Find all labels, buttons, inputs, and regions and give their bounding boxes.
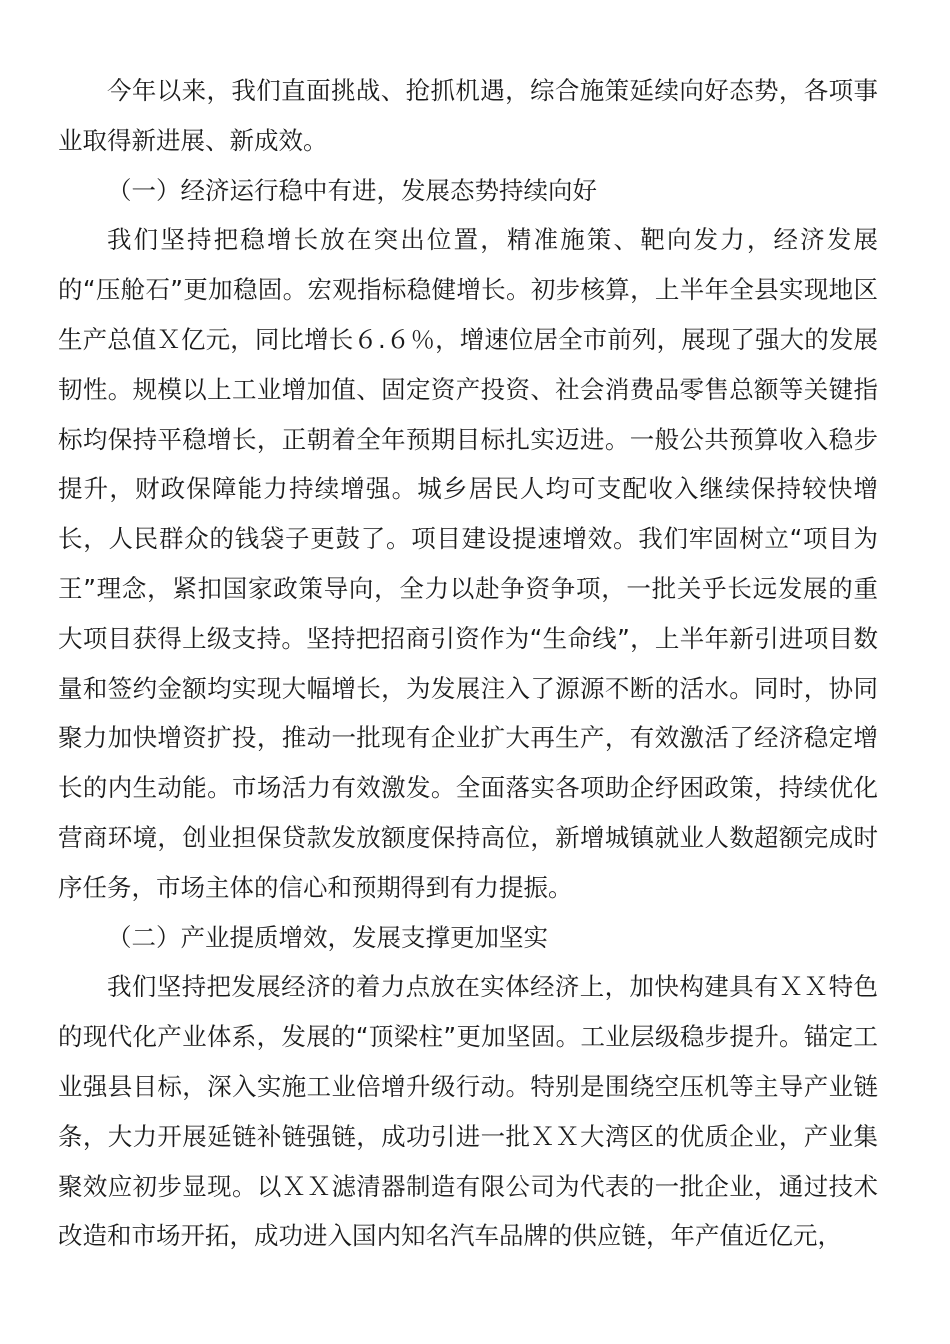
paragraph-economy: 我们坚持把稳增长放在突出位置，精准施策、靶向发力，经济发展的“压舱石”更加稳固。宏观指标稳健增长。初步核算，上半年全县实现地区生产总值Ｘ亿元，同比增长６.６％，增速位居全市前列，展现了强大的发展韧性。规模以上工业增加值、固定资产投资、社会消费品零售总额等关键指标均保持平稳增长，正朝着全年预期目标扎实迈进。一般公共预算收入稳步提升，财政保障能力持续增强。城乡居民人均可支配收入继续保持较快增长，人民群众的钱袋子更鼓了。项目建设提速增效。我们牢固树立“项目为王”理念，紧扣国家政策导向，全力以赴争资争项，一批关乎长远发展的重大项目获得上级支持。坚持把招商引资作为“生命线”，上半年新引进项目数量和签约金额均实现大幅增长，为发展注入了源源不断的活水。同时，协同聚力加快增资扩投，推动一批现有企业扩大再生产，有效激活了经济稳定增长的内生动能。市场活力有效激发。全面落实各项助企纾困政策，持续优化营商环境，创业担保贷款发放额度保持高位，新增城镇就业人数超额完成时序任务，市场主体的信心和预期得到有力提振。 [58,225,878,902]
paragraph-industry: 我们坚持把发展经济的着力点放在实体经济上，加快构建具有ＸＸ特色的现代化产业体系，发展的“顶梁柱”更加坚固。工业层级稳步提升。锚定工业强县目标，深入实施工业倍增升级行动。特别是围绕空压机等主导产业链条，大力开展延链补链强链，成功引进一批ＸＸ大湾区的优质企业，产业集聚效应初步显现。以ＸＸ滤清器制造有限公司为代表的一批企业，通过技术改造和市场开拓，成功进入国内知名汽车品牌的供应链，年产值近亿元， [58,972,878,1251]
document-body [58,66,878,1261]
paragraph-intro: 今年以来，我们直面挑战、抢抓机遇，综合施策延续向好态势，各项事业取得新进展、新成效。 [58,76,878,155]
section-heading-2: （二）产业提质增效，发展支撑更加坚实 [107,922,548,952]
section-heading-1: （一）经济运行稳中有进，发展态势持续向好 [107,175,597,205]
